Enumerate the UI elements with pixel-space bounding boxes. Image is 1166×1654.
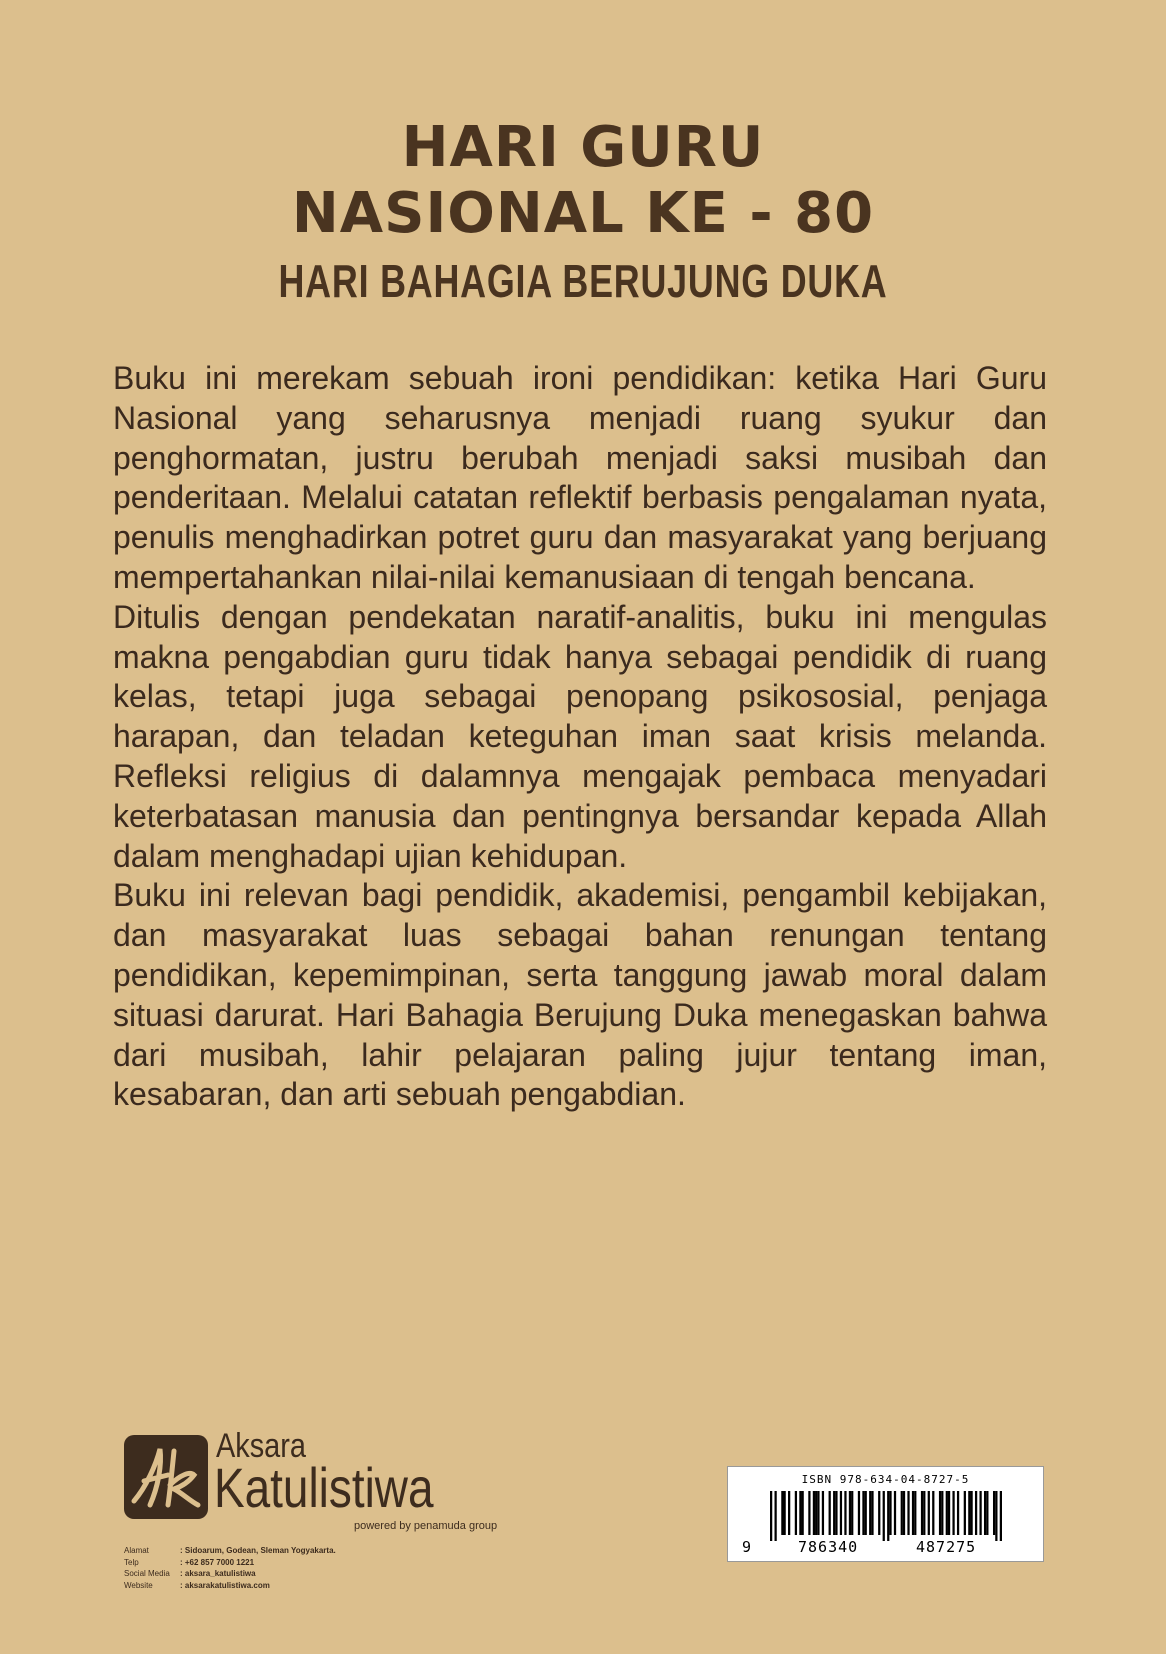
barcode-bar	[979, 1491, 981, 1535]
barcode-bar	[901, 1491, 903, 1535]
barcode-bar	[799, 1491, 801, 1535]
barcode-bar	[784, 1491, 786, 1535]
contact-value: : aksarakatulistiwa.com	[180, 1580, 270, 1590]
barcode-bar	[865, 1491, 867, 1535]
contact-value: : +62 857 7000 1221	[180, 1557, 255, 1567]
barcode-bar	[802, 1491, 804, 1535]
blurb-paragraph-1: Buku ini merekam sebuah ironi pendidikan: ketika Hari Guru Nasional yang seharusnya menjadi ruang syukur dan penghormatan, justru berubah menjadi saksi musibah dan penderitaan. Melalui catatan reflektif berbasis pengalaman nyata, penulis menghadirkan potret guru dan masyarakat yang berjuang mempertahankan nilai-nilai kemanusiaan di tengah bencana.	[113, 360, 1047, 595]
contact-key: Alamat	[124, 1546, 149, 1555]
barcode-bar	[993, 1491, 995, 1535]
contact-row	[124, 1580, 336, 1592]
isbn-group-2: 487275	[916, 1538, 977, 1556]
isbn-lead-digit: 9	[742, 1538, 753, 1556]
barcode-bar	[903, 1491, 905, 1535]
contact-value: : Sidoarum, Godean, Sleman Yogyakarta.	[180, 1546, 336, 1555]
barcode-bar	[878, 1491, 880, 1535]
barcode-bar	[858, 1491, 860, 1535]
barcode-bar	[781, 1491, 783, 1535]
barcode-bar	[889, 1491, 891, 1535]
isbn-barcode	[727, 1466, 1044, 1562]
barcode-bar	[939, 1491, 941, 1535]
barcode-bar	[795, 1491, 797, 1535]
barcode-bar	[817, 1491, 819, 1535]
barcode-bar	[921, 1491, 923, 1535]
publisher-name-top: Aksara	[216, 1427, 306, 1465]
contact-key: Website	[124, 1580, 153, 1590]
blurb-paragraph-3: Buku ini relevan bagi pendidik, akademisi, pengambil kebijakan, dan masyarakat luas sebagai bahan renungan tentang pendidikan, kepemimpinan, serta tanggung jawab moral dalam situasi darurat. Hari Bahagia Berujung Duka menegaskan bahwa dari musibah, lahir pelajaran paling jujur tentang iman, kesabaran, dan arti sebuah pengabdian.	[113, 877, 1047, 1113]
publisher-tagline: powered by penamuda group	[354, 1520, 498, 1532]
title-line-2: NASIONAL KE - 80	[291, 181, 875, 246]
barcode-bar	[851, 1491, 853, 1535]
barcode-bar	[970, 1491, 972, 1535]
barcode-bar	[883, 1491, 885, 1541]
barcode-icon	[770, 1491, 1002, 1541]
contact-key: Social Media	[124, 1569, 170, 1578]
barcode-bar	[964, 1491, 966, 1535]
barcode-bar	[815, 1491, 817, 1535]
barcode-bar	[894, 1491, 896, 1535]
isbn-label: ISBN 978-634-04-8727-5	[801, 1473, 970, 1486]
barcode-bar	[941, 1491, 943, 1535]
barcode-bar	[957, 1491, 959, 1535]
barcode-bar	[984, 1491, 986, 1535]
barcode-bar	[808, 1491, 810, 1535]
barcode-bar	[907, 1491, 909, 1535]
barcode-bar	[813, 1491, 815, 1535]
barcode-bar	[946, 1491, 948, 1535]
barcode-bar	[871, 1491, 873, 1535]
contact-value: : aksara_katulistiwa	[180, 1569, 256, 1578]
barcode-bar	[770, 1491, 772, 1541]
barcode-bar	[833, 1491, 835, 1535]
barcode-bar	[869, 1491, 871, 1535]
blurb	[113, 359, 1047, 1115]
barcode-bar	[844, 1491, 846, 1535]
barcode-bar	[849, 1491, 851, 1535]
barcode-bar	[975, 1491, 977, 1535]
blurb-paragraph-2: Ditulis dengan pendekatan naratif-analitis, buku ini mengulas makna pengabdian guru tidak hanya sebagai pendidik di ruang kelas, tetapi juga sebagai penopang psikososial, penjaga harapan, dan teladan keteguhan iman saat krisis melanda. Refleksi religius di dalamnya mengajak pembaca menyadari keterbatasan manusia dan pentingnya bersandar kepada Allah dalam menghadapi ujian kehidupan.	[113, 598, 1047, 874]
contact-row	[124, 1545, 336, 1557]
barcode-bar	[862, 1491, 864, 1535]
contact-key: Telp	[124, 1557, 139, 1567]
barcode-bar	[829, 1491, 831, 1535]
barcode-bar	[912, 1491, 914, 1535]
title-block	[0, 115, 1166, 311]
publisher-logo-icon	[124, 1435, 208, 1519]
barcode-bar	[775, 1491, 777, 1541]
title-line-1: HARI GURU	[401, 115, 765, 180]
barcode-bar	[822, 1491, 824, 1535]
barcode-bar	[1000, 1491, 1002, 1541]
publisher-contacts	[124, 1545, 336, 1591]
barcode-bar	[928, 1491, 930, 1535]
barcode-bar	[788, 1491, 790, 1535]
barcode-bar	[932, 1491, 934, 1535]
barcode-bar	[948, 1491, 950, 1535]
barcode-bar	[968, 1491, 970, 1535]
barcode-bar	[914, 1491, 916, 1535]
barcode-bar	[840, 1491, 842, 1535]
contact-row	[124, 1568, 336, 1580]
barcode-bar	[986, 1491, 988, 1535]
barcode-bar	[835, 1491, 837, 1535]
barcode-bar	[952, 1491, 954, 1535]
isbn-group-1: 786340	[798, 1538, 859, 1556]
contact-row	[124, 1557, 336, 1569]
publisher-name-bottom: Katulistiwa	[214, 1456, 434, 1519]
barcode-bar	[887, 1491, 889, 1541]
subtitle: HARI BAHAGIA BERUJUNG DUKA	[278, 255, 888, 307]
barcode-bar	[995, 1491, 997, 1541]
barcode-bar	[923, 1491, 925, 1535]
